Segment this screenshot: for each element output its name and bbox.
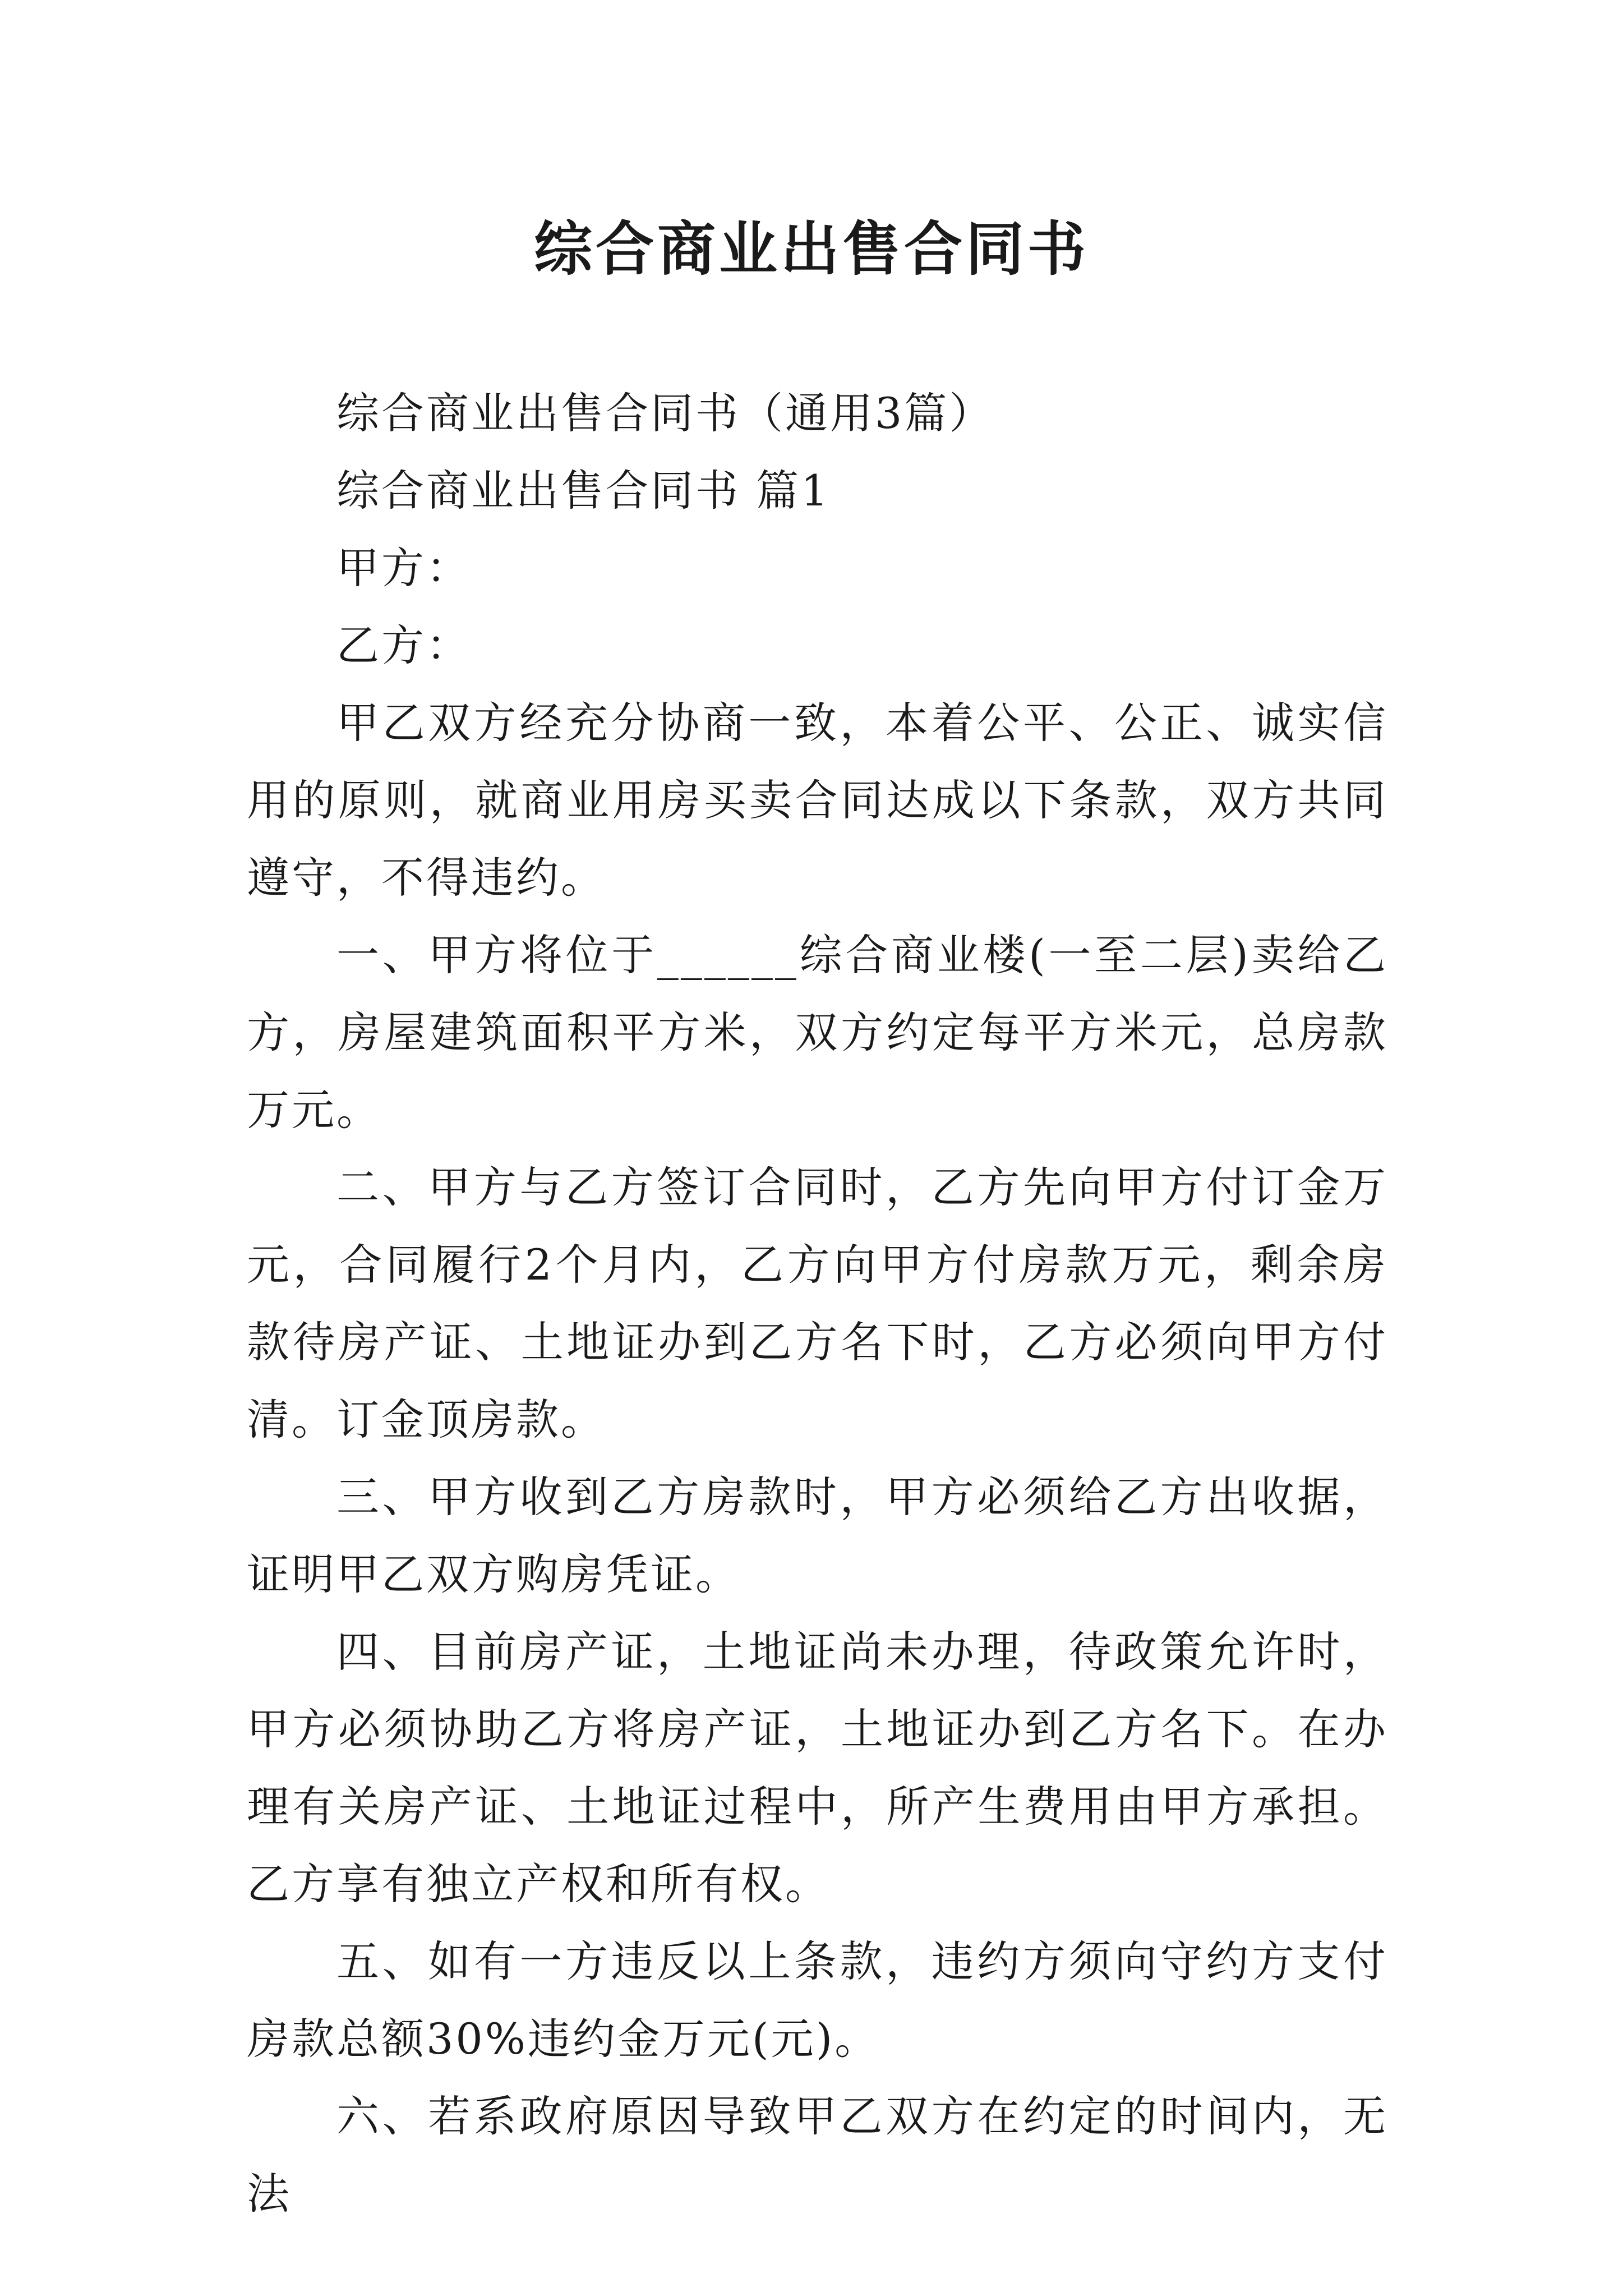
paragraph-section-heading: 综合商业出售合同书 篇1 bbox=[336, 466, 831, 516]
paragraph-clause-4: 四、目前房产证，土地证尚未办理，待政策允许时，甲方必须协助乙方将房产证，土地证办到乙方名下。在办理有关房产证、土地证过程中，所产生费用由甲方承担。乙方享有独立产权和所有权。 bbox=[247, 1627, 1388, 1909]
paragraph-party-a: 甲方： bbox=[336, 543, 471, 593]
paragraph-party-b: 乙方： bbox=[336, 620, 471, 670]
paragraph-preamble: 甲乙双方经充分协商一致，本着公平、公正、诚实信用的原则，就商业用房买卖合同达成以下条款，双方共同遵守，不得违约。 bbox=[247, 698, 1388, 903]
document-title: 综合商业出售合同书 bbox=[533, 214, 1089, 283]
paragraph-clause-3: 三、甲方收到乙方房款时，甲方必须给乙方出收据，证明甲乙双方购房凭证。 bbox=[247, 1472, 1388, 1599]
paragraph-subtitle: 综合商业出售合同书（通用3篇） bbox=[336, 388, 994, 438]
paragraph-clause-1: 一、甲方将位于______综合商业楼(一至二层)卖给乙方，房屋建筑面积平方米，双方约定每平方米元，总房款万元。 bbox=[247, 930, 1388, 1135]
document-body bbox=[247, 375, 1388, 2233]
paragraph-clause-2: 二、甲方与乙方签订合同时，乙方先向甲方付订金万元，合同履行2个月内，乙方向甲方付房款万元，剩余房款待房产证、土地证办到乙方名下时，乙方必须向甲方付清。订金顶房款。 bbox=[247, 1162, 1388, 1444]
paragraph-clause-5: 五、如有一方违反以上条款，违约方须向守约方支付房款总额30%违约金万元(元)。 bbox=[247, 1936, 1388, 2064]
paragraph-clause-6: 六、若系政府原因导致甲乙双方在约定的时间内，无法 bbox=[247, 2091, 1388, 2219]
